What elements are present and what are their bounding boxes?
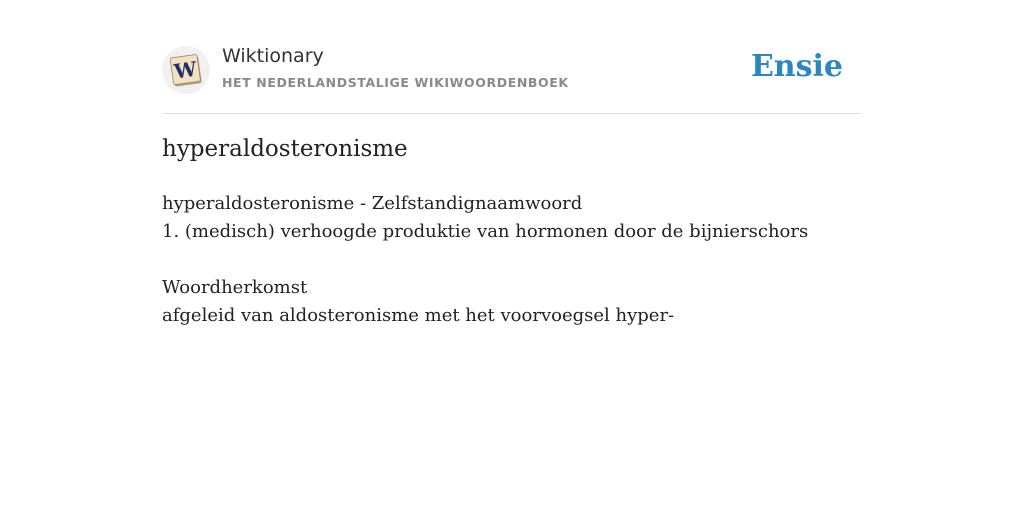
header bbox=[162, 44, 862, 114]
logo-letter: W bbox=[172, 56, 199, 84]
definition-line: 1. (medisch) verhoogde produktie van hormonen door de bijnierschors bbox=[162, 221, 809, 242]
page-title: hyperaldosteronisme bbox=[162, 136, 408, 162]
entry-content bbox=[162, 190, 808, 330]
site-tagline: HET NEDERLANDSTALIGE WIKIWOORDENBOEK bbox=[222, 75, 569, 90]
headword-line: hyperaldosteronisme - Zelfstandignaamwoord bbox=[162, 193, 583, 214]
spacer bbox=[162, 246, 808, 274]
etymology-text: afgeleid van aldosteronisme met het voorvoegsel hyper- bbox=[162, 305, 675, 326]
site-name[interactable]: Wiktionary bbox=[222, 45, 324, 67]
brand-logo[interactable]: Ensie bbox=[750, 49, 843, 84]
wiktionary-logo-icon[interactable] bbox=[162, 46, 210, 94]
etymology-heading: Woordherkomst bbox=[162, 277, 308, 298]
